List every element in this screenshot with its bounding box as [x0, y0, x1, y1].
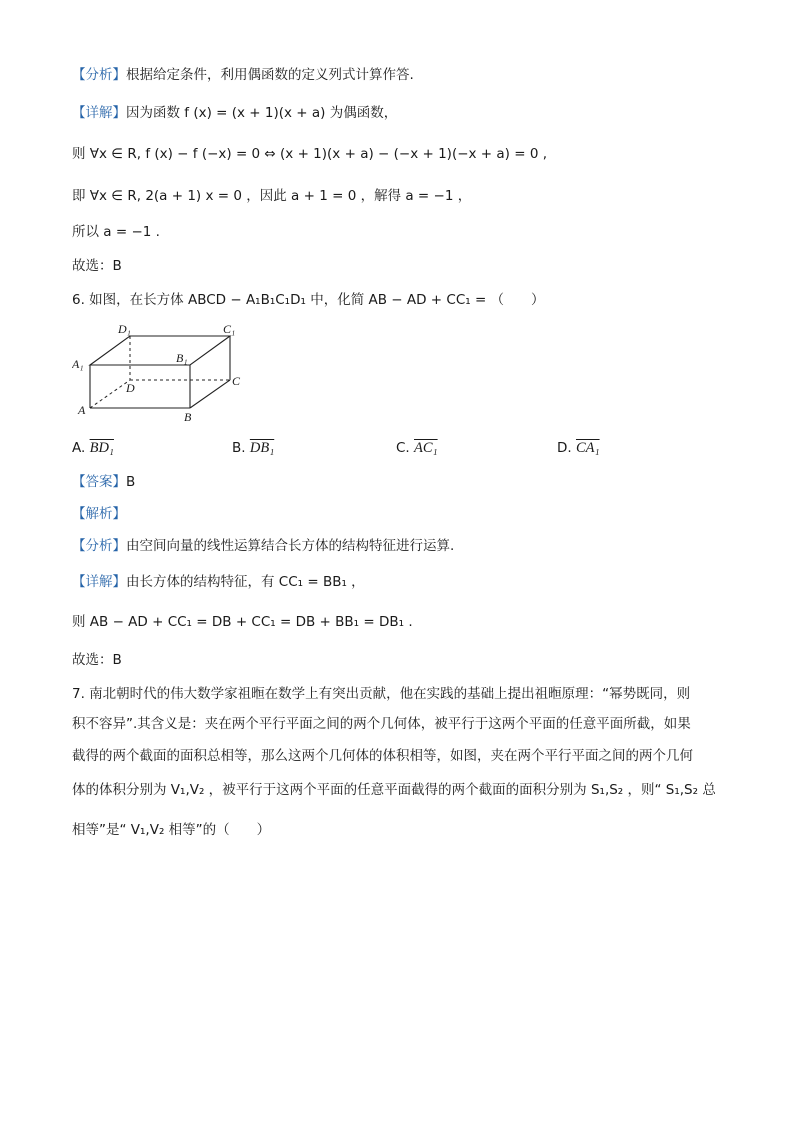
q7-line-3: 截得的两个截面的面积总相等，那么这两个几何体的体积相等，如图，夹在两个平行平面之间的两个几何 — [72, 748, 693, 764]
option-b-text: DB₁ — [249, 440, 275, 456]
option-b[interactable] — [232, 438, 274, 458]
answer-text: B — [126, 474, 136, 490]
analysis-text-2: 由空间向量的线性运算结合长方体的结构特征进行运算. — [126, 538, 455, 554]
question-6-stem: 6. 如图，在长方体 ABCD − A₁B₁C₁D₁ 中，化简 AB − AD + CC₁ = （ ） — [72, 292, 545, 308]
label-d1: D₁ — [118, 322, 131, 336]
analysis-line-1 — [72, 65, 414, 85]
q7-line-4: 体的体积分别为 V₁,V₂ ，被平行于这两个平面的任意平面截得的两个截面的面积分别为 S₁,S₂ ，则“ S₁,S₂ 总 — [72, 782, 716, 798]
q7-line-2: 积不容异”.其含义是：夹在两个平行平面之间的两个几何体，被平行于这两个平面的任意平面所截，如果 — [72, 716, 691, 732]
option-a-text: BD₁ — [89, 440, 114, 456]
explain-tag: 【解析】 — [72, 506, 126, 522]
analysis-tag-2: 【分析】 — [72, 538, 126, 554]
option-b-letter: B. — [232, 440, 246, 456]
option-a[interactable] — [72, 438, 114, 458]
detail-line-2 — [72, 572, 365, 592]
option-d[interactable] — [557, 438, 600, 458]
q7-line-1: 7. 南北朝时代的伟大数学家祖暅在数学上有突出贡献，他在实践的基础上提出祖暅原理：“幂势既同，则 — [72, 686, 691, 702]
option-d-letter: D. — [557, 440, 572, 456]
answer-tag: 【答案】 — [72, 474, 126, 490]
option-c-letter: C. — [396, 440, 410, 456]
label-d: D — [126, 381, 135, 395]
label-b: B — [184, 410, 192, 424]
analysis-tag: 【分析】 — [72, 67, 126, 83]
label-b1: B₁ — [176, 351, 188, 365]
label-c: C — [232, 374, 241, 388]
detail-line-1 — [72, 103, 397, 123]
option-c-text: AC₁ — [414, 440, 438, 456]
answer-line — [72, 472, 135, 492]
q7-line-5: 相等”是“ V₁,V₂ 相等”的（ ） — [72, 822, 271, 838]
explain-line — [72, 504, 126, 524]
detail-text-2: 由长方体的结构特征，有 CC₁ = BB₁ ， — [126, 574, 365, 590]
detail-tag: 【详解】 — [72, 105, 126, 121]
choice-line-1: 故选：B — [72, 258, 122, 274]
option-a-letter: A. — [72, 440, 86, 456]
analysis-text: 根据给定条件，利用偶函数的定义列式计算作答. — [126, 67, 414, 83]
option-d-text: CA₁ — [575, 440, 600, 456]
cuboid-figure — [72, 318, 252, 428]
vector-step: 则 AB − AD + CC₁ = DB + CC₁ = DB + BB₁ = DB₁ . — [72, 614, 413, 630]
detail-tag-2: 【详解】 — [72, 574, 126, 590]
choice-line-2: 故选：B — [72, 652, 122, 668]
math-step-3: 所以 a = −1 . — [72, 224, 160, 240]
math-step-1: 则 ∀x ∈ R, f (x) − f (−x) = 0 ⇔ (x + 1)(x + a) − (−x + 1)(−x + a) = 0 , — [72, 146, 548, 162]
analysis-line-2 — [72, 536, 454, 556]
detail-text: 因为函数 f (x) = (x + 1)(x + a) 为偶函数， — [126, 105, 398, 121]
label-a: A — [78, 403, 86, 417]
math-step-2: 即 ∀x ∈ R, 2(a + 1) x = 0 ，因此 a + 1 = 0 ，解得 a = −1 ， — [72, 188, 472, 204]
label-c1: C₁ — [223, 322, 236, 336]
option-c[interactable] — [396, 438, 438, 458]
label-a1: A₁ — [72, 357, 84, 371]
